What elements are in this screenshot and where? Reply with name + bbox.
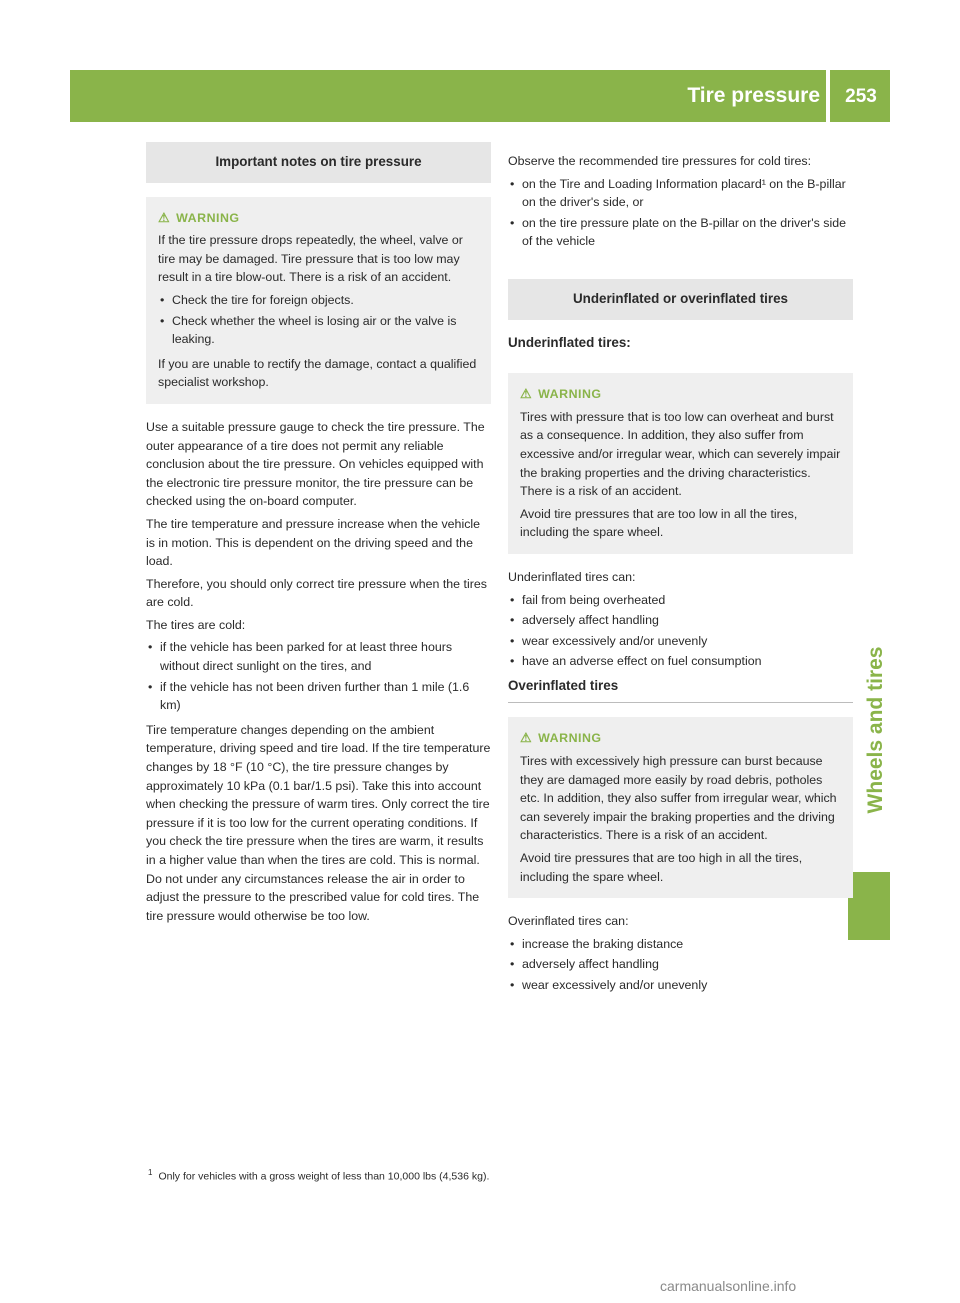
list-item: • on the Tire and Loading Information placard¹ on the B-pillar on the driver's side, or: [508, 175, 853, 212]
paragraph: Overinflated tires can:: [508, 914, 629, 929]
warning-title: ⚠ WARNING: [158, 209, 479, 228]
warning-triangle-icon: ⚠: [158, 209, 171, 225]
warning-list: [158, 291, 479, 349]
section-heading-tire-pressure: Important notes on tire pressure: [146, 142, 491, 183]
warning-triangle-icon: ⚠: [520, 386, 533, 402]
paragraph: Tire temperature changes depending on the ambient temperature, driving speed and tire load. If the tire temperature changes by 18 °F (10 °C), the tire pressure changes by approximately 10 kPa (0.1 bar/1.5 psi). Take this into account when checking the pressure of warm tires. Only correct the tire pressure if it is too low for the current operating conditions. If you check the tire pressure when the tires are warm, it results in a higher value than when the tires are cold. This is normal. Do not under any circumstances release the air in order to adjust the pressure to the prescribed value for cold tires. The tire pressure would otherwise be too low.: [146, 722, 491, 923]
warning-text: Tires with excessively high pressure can burst because they are damaged more easily by road debris, potholes etc. In addition, they also suffer from irregular wear, which can severely impair the braking properties and the driving characteristics. There is a risk of an accident.: [520, 754, 837, 843]
side-tab-label: Wheels and tires: [864, 646, 887, 814]
warning-box: [508, 717, 853, 898]
footnote-text: Only for vehicles with a gross weight of less than 10,000 lbs (4,536 kg).: [158, 1170, 490, 1183]
warning-text: Tires with pressure that is too low can overheat and burst as a consequence. In addition, they also suffer from excessive and/or irregular wear, which can severely impair the braking properties and the driving characteristics. There is a risk of an accident.: [520, 409, 841, 499]
list-item: • wear excessively and/or unevenly: [508, 976, 853, 995]
paragraph: The tires are cold:: [146, 617, 246, 632]
warning-text: If you are unable to rectify the damage, contact a qualified specialist workshop.: [158, 356, 477, 390]
list-item: • on the tire pressure plate on the B-pillar on the driver's side of the vehicle: [508, 214, 853, 251]
list-item: • if the vehicle has not been driven further than 1 mile (1.6 km): [146, 678, 491, 715]
list-item: • fail from being overheated: [508, 591, 853, 610]
subheading-overinflated: Overinflated tires: [508, 677, 853, 704]
list-item: • Check the tire for foreign objects.: [158, 291, 479, 310]
placard-list: [508, 175, 853, 251]
warning-text: Avoid tire pressures that are too low in all the tires, including the spare wheel.: [520, 506, 798, 540]
right-column: [508, 152, 853, 1001]
paragraph: The tire temperature and pressure increase when the vehicle is in motion. This is dependent on the driving speed and the load.: [146, 516, 481, 569]
paragraph: Use a suitable pressure gauge to check the tire pressure. The outer appearance of a tire does not permit any reliable conclusion about the tire pressure. On vehicles equipped with the electronic tire pressure monitor, the tire pressure can be checked using the on-board computer.: [146, 419, 485, 509]
underinflated-list: [508, 591, 853, 671]
warning-title: ⚠ WARNING: [520, 729, 841, 748]
footnote-mark: 1: [148, 1168, 153, 1177]
list-item: • increase the braking distance: [508, 935, 853, 954]
footnote: [148, 1168, 489, 1183]
list-item: • have an adverse effect on fuel consumption: [508, 652, 853, 671]
left-column: [146, 142, 491, 929]
header-separator: [826, 70, 830, 122]
list-item: • Check whether the wheel is losing air or the valve is leaking.: [158, 312, 479, 349]
watermark: carmanualsonline.info: [660, 1278, 797, 1294]
warning-box: [508, 373, 853, 554]
list-item: • adversely affect handling: [508, 955, 853, 974]
paragraph: Underinflated tires can:: [508, 569, 636, 584]
list-item: • adversely affect handling: [508, 611, 853, 630]
paragraph: Therefore, you should only correct tire pressure when the tires are cold.: [146, 576, 487, 610]
warning-title: ⚠ WARNING: [520, 385, 841, 404]
overinflated-list: [508, 935, 853, 995]
list-item: • wear excessively and/or unevenly: [508, 632, 853, 651]
warning-triangle-icon: ⚠: [520, 730, 533, 746]
page-number: 253: [845, 86, 877, 107]
section-heading-under-over: Underinflated or overinflated tires: [508, 279, 853, 320]
paragraph: Observe the recommended tire pressures for cold tires:: [508, 154, 812, 168]
list-item: • if the vehicle has been parked for at least three hours without direct sunlight on the tires, and: [146, 638, 491, 675]
cold-tires-list: [146, 638, 491, 714]
side-tab-marker: [848, 872, 890, 940]
warning-box: [146, 197, 491, 404]
warning-text: Avoid tire pressures that are too high in all the tires, including the spare wheel.: [520, 851, 803, 884]
page-title: Tire pressure: [687, 84, 820, 107]
warning-text: If the tire pressure drops repeatedly, the wheel, valve or tire may be damaged. Tire pressure that is too low may result in a tire blow-out. There is a risk of an accident.: [158, 233, 463, 285]
subheading-underinflated: Underinflated tires:: [508, 334, 631, 350]
